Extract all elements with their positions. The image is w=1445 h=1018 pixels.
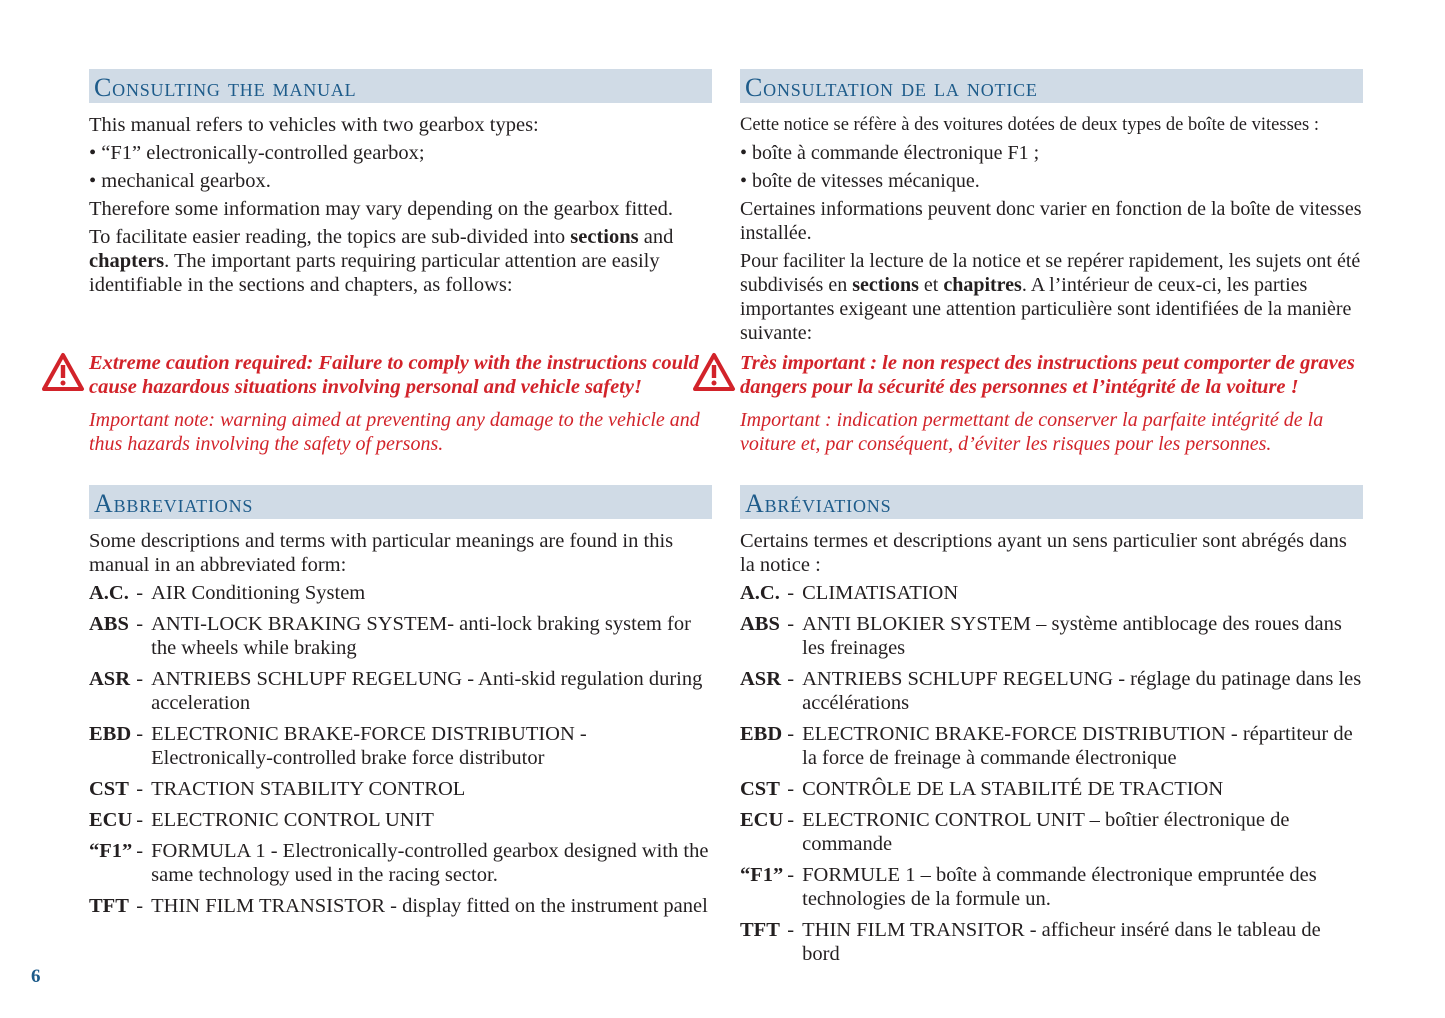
abbr-desc: ANTRIEBS SCHLUPF REGELUNG - Anti-skid regulation during acceleration <box>151 668 703 714</box>
abbr-key: ASR <box>89 668 131 690</box>
abbr-row: ABS - ANTI BLOKIER SYSTEM – système antiblocage des roues dans les freinages <box>740 612 1363 667</box>
abbr-desc: THIN FILM TRANSITOR - afficheur inséré dans le tableau de bord <box>802 919 1321 965</box>
bullet-item: • boîte de vitesses mécanique. <box>740 170 980 192</box>
bullet-item: • boîte à commande électronique F1 ; <box>740 142 1040 164</box>
warning-note: Important : indication permettant de conserver la parfaite intégrité de la voiture et, par conséquent, d’éviter les risques pour les personnes. <box>740 409 1324 455</box>
abbr-key: “F1” <box>740 864 784 886</box>
warning-bold-text: Très important : le non respect des instructions peut comporter de graves dangers pour la sécurité des personnes et l’intégrité de la voiture ! <box>692 351 1363 399</box>
paragraph-facilitate: To facilitate easier reading, the topics are sub-divided into sections and chapters. The important parts requiring particular attention are easily identifiable in the sections and chapters, as follows: <box>89 226 674 296</box>
abbr-row: ECU - ELECTRONIC CONTROL UNIT <box>89 808 712 839</box>
bullet-item: • mechanical gearbox. <box>89 170 271 192</box>
abbr-intro: Some descriptions and terms with particular meanings are found in this manual in an abbreviated form: <box>89 530 674 576</box>
abbr-desc: AIR Conditioning System <box>151 582 366 604</box>
abbr-desc: FORMULA 1 - Electronically-controlled gearbox designed with the same technology used in the racing sector. <box>151 840 709 886</box>
paragraph-facilitate: Pour faciliter la lecture de la notice et se repérer rapidement, les sujets ont été subdivisés en sections et chapitres. A l’intérieur de ceux-ci, les parties importantes exigeant une attention particulière sont identifiées de la manière suivante: <box>740 250 1361 344</box>
warning-block <box>89 351 712 456</box>
abbr-row: ABS - ANTI-LOCK BRAKING SYSTEM- anti-lock braking system for the wheels while braking <box>89 612 712 667</box>
abbr-desc: THIN FILM TRANSISTOR - display fitted on the instrument panel <box>151 895 708 917</box>
warning-note: Important note: warning aimed at preventing any damage to the vehicle and thus hazards involving the safety of persons. <box>89 409 700 455</box>
paragraph: Certaines informations peuvent donc varier en fonction de la boîte de vitesses installée. <box>740 198 1362 244</box>
abbr-desc: CONTRÔLE DE LA STABILITÉ DE TRACTION <box>802 778 1224 800</box>
page-number: 6 <box>31 966 41 987</box>
abbr-key: ECU <box>89 809 133 831</box>
abbr-row: CST - CONTRÔLE DE LA STABILITÉ DE TRACTION <box>740 777 1363 808</box>
abbr-row: CST - TRACTION STABILITY CONTROL <box>89 777 712 808</box>
abbr-key: EBD <box>89 723 132 745</box>
abbr-desc: ELECTRONIC BRAKE-FORCE DISTRIBUTION - répartiteur de la force de freinage à commande électronique <box>802 723 1353 769</box>
warning-triangle-icon <box>692 352 736 392</box>
abbr-key: ABS <box>89 613 129 635</box>
abbr-key: ASR <box>740 668 782 690</box>
section-title-abreviations: Abréviations <box>740 485 1363 519</box>
abbr-list <box>89 581 712 925</box>
abbr-key: ABS <box>740 613 780 635</box>
section-title-abbreviations: Abbreviations <box>89 485 712 519</box>
abbr-desc: ELECTRONIC BRAKE-FORCE DISTRIBUTION - Electronically-controlled brake force distributor <box>151 723 587 769</box>
abbr-list <box>740 581 1363 973</box>
abbr-row: EBD - ELECTRONIC BRAKE-FORCE DISTRIBUTION - Electronically-controlled brake force distributor <box>89 722 712 777</box>
abbr-desc: ANTRIEBS SCHLUPF REGELUNG - réglage du patinage dans les accélérations <box>802 668 1362 714</box>
section-title-consulting: Consulting the manual <box>89 69 712 103</box>
paragraph: Therefore some information may vary depending on the gearbox fitted. <box>89 198 674 220</box>
abbr-key: ECU <box>740 809 784 831</box>
warning-triangle-icon <box>41 352 85 392</box>
abbr-row: ASR - ANTRIEBS SCHLUPF REGELUNG - réglage du patinage dans les accélérations <box>740 667 1363 722</box>
abbr-key: EBD <box>740 723 783 745</box>
right-column <box>740 69 1363 973</box>
abbr-row: ECU - ELECTRONIC CONTROL UNIT – boîtier électronique de commande <box>740 808 1363 863</box>
abbr-desc: TRACTION STABILITY CONTROL <box>151 778 466 800</box>
abbr-row: “F1” - FORMULE 1 – boîte à commande électronique empruntée des technologies de la formule un. <box>740 863 1363 918</box>
bullet-item: • “F1” electronically-controlled gearbox; <box>89 142 425 164</box>
abbr-row: A.C. - CLIMATISATION <box>740 581 1363 612</box>
abbr-desc: CLIMATISATION <box>802 582 959 604</box>
abbr-row: TFT - THIN FILM TRANSISTOR - display fitted on the instrument panel <box>89 894 712 925</box>
abbr-key: TFT <box>89 895 129 917</box>
abbr-key: A.C. <box>740 582 780 604</box>
abbr-desc: ANTI BLOKIER SYSTEM – système antiblocage des roues dans les freinages <box>802 613 1342 659</box>
abbr-key: “F1” <box>89 840 133 862</box>
left-column <box>89 69 712 925</box>
abbr-row: A.C. - AIR Conditioning System <box>89 581 712 612</box>
intro-text <box>89 113 712 351</box>
section-title-consultation: Consultation de la notice <box>740 69 1363 103</box>
abbr-desc: ELECTRONIC CONTROL UNIT <box>151 809 434 831</box>
abbr-intro: Certains termes et descriptions ayant un sens particulier sont abrégés dans la notice : <box>740 530 1347 576</box>
warning-bold-text: Extreme caution required: Failure to comply with the instructions could cause hazardous situations involving personal and vehicle safety! <box>41 351 712 399</box>
abbr-key: CST <box>740 778 780 800</box>
intro-text <box>740 113 1363 351</box>
abbr-desc: FORMULE 1 – boîte à commande électronique empruntée des technologies de la formule un. <box>802 864 1317 910</box>
abbr-desc: ELECTRONIC CONTROL UNIT – boîtier électronique de commande <box>802 809 1290 855</box>
abbr-row: “F1” - FORMULA 1 - Electronically-controlled gearbox designed with the same technology used in the racing sector. <box>89 839 712 894</box>
paragraph: Cette notice se réfère à des voitures dotées de deux types de boîte de vitesses : <box>740 115 1319 135</box>
abbr-row: EBD - ELECTRONIC BRAKE-FORCE DISTRIBUTION - répartiteur de la force de freinage à commande électronique <box>740 722 1363 777</box>
warning-block <box>740 351 1363 456</box>
abbr-key: TFT <box>740 919 780 941</box>
abbr-row: ASR - ANTRIEBS SCHLUPF REGELUNG - Anti-skid regulation during acceleration <box>89 667 712 722</box>
abbr-row: TFT - THIN FILM TRANSITOR - afficheur inséré dans le tableau de bord <box>740 918 1363 973</box>
abbr-desc: ANTI-LOCK BRAKING SYSTEM- anti-lock braking system for the wheels while braking <box>151 613 691 659</box>
abbr-key: CST <box>89 778 129 800</box>
paragraph: This manual refers to vehicles with two gearbox types: <box>89 114 539 136</box>
abbr-key: A.C. <box>89 582 129 604</box>
